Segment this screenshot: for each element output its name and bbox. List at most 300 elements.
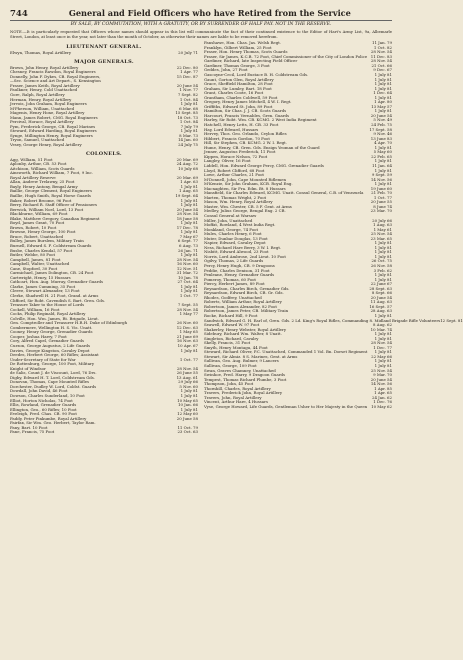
officer-name: Boyd, James Grant, 70 Foot [10,220,65,226]
retirement-date: 10 July 68 [178,165,198,171]
officer-name: Agg, William, 51 Foot [10,156,53,162]
officer-name: Pym, Frederick George, CB. Royal Marines [10,123,96,129]
officer-name: Donnelly, John F. Dykes, CB. Royal Engineers, [10,73,101,79]
retirement-date: 1 July 81 [374,331,392,337]
retirement-date: 27 Oct. 64 [177,279,198,285]
section-heading-major-generals: MAJOR GENERALS. [74,58,134,65]
officer-name: Dorchester, Dudley W. Lord, Coldst. Guards [10,383,97,389]
retirement-date: 26 Jan. 71 [178,247,198,253]
retirement-date: 20 June 54 [370,112,392,118]
retirement-date: 6 Mar. 68 [179,105,198,111]
officer-name: M'Kenzie, Sir John Graham, KCB. Royal Eng. [204,181,293,187]
officer-name: Faulkner, Henry, Cold Unattached [10,87,78,93]
retirement-date: 24 Feb. 75 [371,122,392,128]
officer-name: Clerke, Shadwell H. 21 Foot, Grand. at Arms [10,292,99,298]
officer-name: Singleton, Richard, Cavalry [204,335,259,341]
page [10,8,463,435]
officer-name: Blake, Matthew Gregory, Canadian Regiment [10,215,100,221]
retirement-date: 28 Nov. 54 [370,58,392,64]
officer-name: Chesney, Francis Rawdon, Royal Engineers [10,69,96,75]
retirement-date: 20 July 71 [178,50,198,56]
retirement-date: 1 Dec. 64 [373,90,392,96]
retirement-date: 12 Nov. 51 [176,265,198,271]
officer-name: Mansfield, Sir Charles Edward, KCMG. Unatt. Consul General, C.B. of Venezuela [204,190,364,196]
retirement-date: 13 May 57 [371,103,392,109]
officer-name: Berry, Richard R. Staff Officer of Pensioners [10,202,98,208]
retirement-date: 7 July 79 [180,123,198,129]
retirement-date: 16 Nov. 60 [176,261,198,267]
officer-name: Colville, Hon. Wm. James, Rt. Brigade, Lieut. [10,315,99,321]
officer-name: Busbe, Charles Kendal, 57 Foot [10,247,73,253]
retirement-date: 1 May 61 [373,226,392,232]
officer-name: Cory, Alfred Capel, Grenadier Guards [10,338,85,344]
officer-name: Mann, James Robert, CMG. Royal Engineers [10,114,98,120]
retirement-date: 20 June 55 [370,199,392,205]
retirement-date: 5 May 60 [373,149,392,155]
retirement-date: 1 Nov. 77 [179,87,198,93]
retirement-date: 11 Aug. 63 [370,299,392,305]
retirement-date: 1 July 81 [180,197,198,203]
retirement-date: 1 July 81 [180,288,198,294]
retirement-date: 6 Sept. 77 [177,238,198,244]
officer-name: Master, Wm. Chester, CB. 5 F. Gent. at Arms [204,203,292,209]
retirement-date: 23 Mar. 70 [370,208,392,214]
columns [10,40,463,435]
officer-name: Rhodes, Godfrey, Unattached [204,294,262,300]
retirement-date: 16 Sept. 57 [369,303,392,309]
retirement-date: 7 May 67 [179,233,198,239]
retirement-date: 14 Nov. 56 [370,176,392,182]
retirement-date: 28 Nov. 54 [370,49,392,55]
officer-name: Digby, Edward H. T. Lord, Coldstream Gds. [10,374,96,380]
retirement-date: 1 July 81 [374,240,392,246]
officer-name: Faddy, Peter Pinkumbe, Royal Artillery [10,415,87,421]
officer-name: Davies, George Kingston, Cavalry Depot [10,347,90,353]
retirement-date: 9 Nov. 46 [373,131,392,137]
officer-name: Burnell, Edward S. F. Coldstream Guards [10,242,92,248]
officer-name: Travers, John, Royal Artillery [204,394,262,400]
retirement-date: 1 July 81 [374,158,392,164]
retirement-date: 28 Nov. 54 [370,340,392,346]
officer-name: Campbell, James, 81 Foot [10,256,61,262]
editor-note: NOTE.—It is particularly requested that Officers whose names should appear in this list will communicate the fact of their continued existence to the Editor of Hart's Army List, 9a, Albemarle Street, London, at least once in the year, not later than the month of October, as otherwise their names are liable to be removed herefrom. [10,29,392,39]
officer-name: Aplonby, Arthur, CB. 53 Foot [10,161,67,167]
retirement-date: 10 Jan. 66 [178,402,198,408]
officer-name: Reynardson, Edward Birch, CB. Gr. Gds. [204,290,284,296]
officer-name: Skelly, Francis, 31 Foot [204,340,251,346]
officer-name: Seawell, Edward W. 97 Foot [204,322,260,328]
retirement-date: 11 Dec. 83 [370,53,392,59]
officer-name: Miller, John, Unattached [204,217,253,223]
retirement-date: 1 Apr. 65 [374,390,392,396]
retirement-date: 1 July 81 [374,335,392,341]
officer-name: Sidebury, Richard Wm. Walter, 8 Unatt. [204,331,282,337]
retirement-date: 3 Feb. 62 [373,267,392,273]
retirement-date: 21 June 69 [176,333,198,339]
officer-name: Hay, Lord Edward, Hussars [204,126,259,132]
officer-name: Fanshawe, Hon. Chas. Jas. Welsh Regt. [204,40,282,46]
officer-name: Stewart, Sir Almiz. 8 S. Marines, Gent. at Arms [204,353,298,359]
retirement-date: 13 Aug. 61 [176,374,198,380]
officer-name: Butler, Webbe, 80 Foot [10,252,56,258]
colonels-list [10,158,198,435]
officer-name: Cooney, Henry George, Grenadier Guards [10,329,93,335]
retirement-date: 1 Apr. 77 [180,69,198,75]
retirement-date: 23 Mar. 65 [370,235,392,241]
retirement-date: 20 Mar. 69 [176,174,198,180]
retirement-date: 4 Apr. 70 [374,140,392,146]
officer-name: Lowe, Arthur Charles, 21 Foot [204,172,264,178]
officer-name: Dowdall, John David, 46 Foot [10,388,68,394]
page-number: 744 [10,9,28,19]
retirement-date: 17 Dec. 78 [176,224,198,230]
retirement-date: 22 May 66 [371,353,392,359]
officer-name: Curzon, George Augustus, 2 Life Guards [10,343,91,348]
officer-name: Clarke, James Cumming, 35 Foot [10,283,76,289]
retirement-date: 1 July 81 [374,253,392,259]
retirement-date: 10 Apr. 67 [177,343,198,348]
retirement-date: 24 Aug. 72 [176,161,198,167]
retirement-date: 29 July 66 [178,379,198,385]
officer-name: Lloyd, Robert Clifford, 68 Foot [204,167,265,173]
retirement-date: 24 Jan. 62 [372,394,392,400]
retirement-date: 1 July 81 [374,167,392,173]
retirement-date: 1 Oct. 77 [179,292,198,298]
officer-name: Monkland, George, 74 Foot [204,226,259,232]
retirement-date: 1 Aug. 63 [373,222,392,228]
officer-name: Mules, Charles Henry, 6 Foot [204,231,262,237]
retirement-date: 1 Oct. 77 [373,194,392,200]
retirement-date: 7 Sept. 82 [177,92,198,98]
retirement-date: 12 May 60 [177,411,198,417]
officer-name: Cathcart, Hon. Aug. Murray, Grenadier Guards [10,279,103,285]
officer-name: Gascoyne-Cecil, Lord Eustace B. H. Coldstream Gds. [204,72,309,78]
officer-name: De Rottenburg, George, 100 Foot, Military [10,361,95,367]
retirement-date: 1 Apr. 63 [180,179,198,185]
section-heading-lieut-general: LIEUTENANT GENERAL. [66,44,142,51]
retirement-date: 20 June 54 [176,206,198,212]
officer-name: Sandwich, Edward G. H. Earl of, Gren. Gds. 2 Ld. King's Royal Rifles, Commanding 8. Midland Brigade Rifle Volunteers [204,317,441,323]
officer-name: Rocke, Richard Hill, 9 Foot [204,313,258,318]
officer-name: Medley, Julius George, Bengal Eng. 2 CB. [204,208,286,214]
retirement-date: 1 July 81 [374,349,392,355]
list-item [10,143,198,148]
colonels-continued-list [204,40,463,409]
retirement-date: 1 July 81 [374,72,392,78]
retirement-date: 26 Nov. 58 [370,262,392,268]
retirement-date: 26 Oct. 75 [371,258,392,264]
retirement-date: 1 Apr. 85 [374,385,392,391]
retirement-date: 18 Oct. 73 [177,114,198,120]
retirement-date: 12 Sept. 81 [440,317,463,323]
officer-name: Royal Artillery Reserve [10,174,56,180]
retirement-date: 1 July 81 [180,388,198,394]
retirement-date: 6 Aug. 73 [179,242,198,248]
retirement-date: 19 June 60 [370,185,392,191]
officer-name: Cockell, William, 16 Foot [10,306,60,312]
officer-name: Pomeroy, Thomas, 60 Foot [204,276,256,282]
officer-name: Tempest, Thomas Richard Plumbe, 3 Foot [204,376,287,382]
retirement-date: 10 May 65 [177,397,198,403]
officer-name: Steward, Edward Harding, Royal Engineers [10,128,97,134]
retirement-date: 15 Dec. 87 [176,73,198,79]
officer-name: Browne, Henry George, 100 Foot [10,229,76,235]
officer-name: Campbell, Walter, Unattached [10,261,70,267]
officer-name: Nisbitt, Edward Alwood, 23 Foot [204,249,269,255]
retirement-date: 10 Jan. 78 [178,274,198,280]
officer-name: Synge, Millington Henry, Royal Engineers [10,132,93,138]
retirement-date: 11 Jan. 64 [372,162,392,168]
officer-name: Roberts, William Arthur, Royal Artillery [204,299,282,305]
officer-name: Langley, Oliver, 16 Foot [204,158,251,164]
officer-name: Knight of Windsor [10,365,46,371]
retirement-date: 1 July 81 [374,244,392,250]
officer-name: Gore, Ralph, Royal Artillery [10,92,65,98]
officer-name: Fairfax, Sir Wm. Geo. Herbert, Taylor Ram. [10,420,96,426]
page-header [10,8,392,21]
officer-name: Bayly, Henry Antony, Bengal Army [10,183,78,189]
officer-name: Robertson, James Alexander, 82 Foot [204,303,277,309]
retirement-date: 10 Mar. 74 [370,326,392,332]
retirement-date: 1 July 81 [374,358,392,364]
retirement-date: 26 Nov. 60 [176,320,198,326]
officer-name: Eveleigh, Fred. Chas. CB. 90 Foot [10,411,77,417]
officer-name: Ellington, Geo., 60 Rifles; 10 Foot [10,406,77,412]
officer-name: Swan, Graves Chamney, Unattached [204,367,276,373]
officer-name: Percy, Henry Hugh, CB. 9 Dragoons [204,262,275,268]
officer-name: M'Pherson, William, Unattached [10,105,75,111]
officer-name: Macnaghten, Sir Fra. Edm. Bt. 8 Hussars [204,185,286,191]
retirement-date: 1 July 81 [374,313,392,318]
retirement-date: 28 Nov. 54 [176,211,198,217]
retirement-date: 11 Oct. 79 [177,424,198,430]
officer-name: Deedes, Herbert George, 60 Rifles; Assistant [10,352,99,358]
officer-name: Moffat, Rowland, 4 West India Regt. [204,222,276,228]
officer-name: Travers, Frederick John, Royal Artillery [204,390,283,396]
officer-name: Dowson, Charles Sunderland, 10 Foot [10,393,85,399]
officer-name: Muter, Dunbar Douglas, 13 Foot [204,235,268,241]
retirement-date: 14 Nov. 56 [370,381,392,387]
retirement-date: 1 July 81 [180,220,198,226]
retirement-date: 1 July 81 [374,181,392,187]
officer-name: Kippen, Horace Nelson, 72 Foot [204,153,268,159]
retirement-date: 14 Jan. 60 [178,137,198,143]
retirement-date: 7 Sept. 55 [177,302,198,308]
officer-name: Cocks, Philip Reginald, Royal Artillery [10,311,86,317]
officer-name: Fane, Francis, 75 Foot [10,429,55,435]
retirement-date: 1 Oct. 84 [179,96,198,102]
officer-name: Vesey, George Henry, Royal Artillery [10,142,82,148]
officer-name: Baillie, George Clement, Royal Engineers [10,188,92,194]
officer-name: Berwick, William Noel, Lord, 13 Foot [10,206,84,212]
retirement-date: 1 Apr. 80 [374,99,392,105]
retirement-date: 1 May 77 [179,311,198,317]
officer-name: Gregory, Henry James Mitchell, 4 W. I. Regt. [204,99,292,105]
retirement-date: 9 Mar. 70 [373,372,392,378]
officer-name: Smyth, Henry Montagu, 44 Foot [204,344,268,350]
retirement-date: 19 Sept. 64 [175,192,198,198]
officer-name: Ogilvy, Thomas, 2 Life Guards [204,258,264,264]
officer-name: Herman, Henry, Royal Artillery [10,96,72,102]
retirement-date: 1 July 81 [180,283,198,289]
retirement-date: 1 July 81 [180,406,198,412]
retirement-date: 1 Dec. 76 [373,399,392,405]
officer-name: Marten, Thomas Wright, 2 Foot [204,194,267,200]
officer-name: Magenis, Henry Hone, Royal Artillery [10,110,85,116]
retirement-date: 1 July 81 [374,363,392,369]
retirement-date: 28 Aug. 63 [370,308,392,314]
retirement-date: 25 Nov. 54 [370,367,392,373]
retirement-date: 31 Mar. 72 [176,270,198,276]
retirement-date: 1 July 81 [374,144,392,150]
retirement-date: 28 Nov. 54 [176,256,198,262]
section-heading-colonels: COLONELS. [86,150,122,157]
retirement-date: 1 July 81 [374,81,392,87]
officer-name: Napier, Edward, Cavalry Depot [204,240,266,246]
retirement-date: 28 Nov. 54 [176,306,198,312]
officer-name: Penleane, Henry, Grenadier Guards [204,272,275,278]
retirement-date: 8 Sept. 66 [371,290,392,296]
retirement-date: 1 July 81 [374,249,392,255]
page-title: General and Field Officers who have Retired from the Service [68,8,351,18]
retirement-date: 5 Nov. 49 [373,117,392,123]
page-subtitle: BY SALE, BY COMMUTATION, WITH A GRATUITY, OR BY SURRENDER OF HALF PAY. NOT IN THE RESERVE. [70,22,332,27]
officer-name: Hervey, Thos. Geo. Orlando, Ceylon Rifles [204,131,287,137]
retirement-date: 20 Mar. 69 [176,156,198,162]
right-column [204,40,463,435]
officer-name: Fraser, Sir James, K.C.B. 72 Foot, Chief Commissioner of the City of London Police [204,53,368,59]
retirement-date: 20 June 54 [370,294,392,300]
officer-name: Vyse, George Howard, Life Guards, Gentleman Usher to Her Majesty in the Queen [204,403,368,409]
officer-name: Consul General at Warsaw [204,212,257,218]
retirement-date: 28 Nov. 54 [176,365,198,371]
retirement-date: 1 July 81 [180,229,198,235]
officer-name: Allan, Andrew Trelawny, 25 Foot [10,179,75,185]
officer-name: Carmichael, James Dolington, CB. 24 Foot [10,270,94,276]
retirement-date: 21 Oct. 66 [371,62,392,68]
lieut-general-list [10,51,198,56]
retirement-date: 20 June 54 [176,82,198,88]
officer-name: Graham, Sir Lumley, Bart. 18 Foot [204,85,272,91]
officer-name: Fraser, James Keith, Royal Artillery [10,82,80,88]
retirement-date: 1 July 81 [180,252,198,258]
retirement-date: 1 July 81 [374,76,392,82]
retirement-date: 5 Nov. 60 [179,383,198,389]
officer-name: Griffiths, Edward St. John, 89 Foot [204,103,273,109]
retirement-date: 15 Sept. 85 [175,110,198,116]
officer-name: Thornhill, Charles, Royal Artillery [204,385,271,391]
retirement-date: 8 June 74 [373,203,392,209]
officer-name: Grace, Sheffield Hamilton, 28 Foot [204,81,273,87]
list-item [10,430,198,435]
retirement-date: 1 July 81 [180,393,198,399]
retirement-date: 1 July 81 [180,347,198,353]
retirement-date: 22 Dec. 80 [176,64,198,70]
officer-name: Baillie, Hugh Smith, Royal Horse Guards [10,192,91,198]
officer-name: Shakerley, Henry Webster, Royal Artillery [204,326,287,332]
left-column [10,41,198,435]
retirement-date: 23 Oct. 63 [177,429,198,435]
officer-name: Grantham, Charles Coldwell, 59 Foot [204,94,278,100]
retirement-date: 13 June 83 [370,135,392,141]
officer-name: Fraser, Hon. Henry Thomas, Scots Guards [204,49,288,55]
retirement-date: 20 June 54 [370,376,392,382]
officer-name: Peddie, Charles Denison, 31 Foot [204,267,270,273]
officer-name: Mason, Wm. Henry, Royal Artillery [204,199,273,205]
retirement-date: 1 July 81 [374,94,392,100]
officer-name: Aitchison, William, Scots Guards [10,165,75,171]
officer-name: Cane, Stopford, 30 Foot [10,265,58,271]
officer-name: Hill, Sir Stephen, CB. KCMG. 2 W. I. Regt. [204,140,287,146]
officer-name: Vincent, Arthur Hare, 4 Hussars [204,399,268,405]
officer-name: Jenner, Augustus Frederick, 11 Foot [204,149,276,155]
retirement-date: 1 July 81 [180,183,198,189]
officer-name: Ainsworth, Richard William, 7 Foot, 9 Inc. [10,170,93,176]
retirement-date: 16 Nov. 63 [176,338,198,344]
officer-name: Geddes, John, 27 Foot [204,67,248,73]
retirement-date: 1 Oct. 84 [179,119,198,125]
officer-name: Gardiner, Richard, late Inspecting Field Officer [204,58,298,64]
retirement-date: 1 Aug. 65 [179,188,198,194]
officer-name: Ellis, Rowland, Grenadier Guards [10,402,77,408]
officer-name: Elliot, Horton Nicholas, 74 Foot [10,397,73,403]
officer-name: Bulley, James Burslem, Military Train [10,238,84,244]
officer-name: Hibbert, Francis Gordon, 70 Foot [204,135,270,141]
retirement-date: 9 Dec. 67 [373,67,392,73]
retirement-date: 22 Feb. 65 [371,153,392,159]
retirement-date: 1 May 65 [179,329,198,335]
retirement-date: 1 July 81 [180,128,198,134]
retirement-date: 1 July 81 [374,272,392,278]
officer-name: M'Donnell, John, Cape Mounted Riflemen [204,176,287,182]
officer-name: Under-Secretary of State for War [10,356,76,362]
retirement-date: 1 July 81 [180,101,198,107]
officer-name: Clifford, Sir Robt. Cavendish S. Bart. Gren. Gds. [10,297,106,303]
officer-name: Bruce, Robert, Unattached [10,233,64,239]
major-generals-list [10,66,198,148]
officer-name: Liddell, Hon. Edward George Percy, CMG. Grenadier Guards [204,162,324,168]
officer-name: Sullivan, George, 109 Foot [204,363,257,369]
officer-name: Sullivan, Geo. Aug. Bulmer, 9 Lancers [204,358,279,364]
officer-name: Jervois, John Graham, Royal Engineers [10,101,87,107]
retirement-date: 28 Sept. 63 [369,285,392,291]
officer-name: Tryon, Samuel, Unattached [10,137,65,143]
officer-name: Ness, Richard Hare Berry, 3 W. I. Regt. [204,244,282,250]
retirement-date: 11 Jan. 79 [372,40,392,46]
officer-name: Brown, Robert, 10 Foot [10,224,57,230]
officer-name: Fany, Bart. 10 Foot [10,424,48,430]
retirement-date: 22 June 67 [370,281,392,287]
officer-name: Thompson, John, 45 Foot [204,381,254,387]
list-item [10,51,198,56]
retirement-date: 8 Mar. 73 [179,132,198,138]
officer-name: Combermere, Wellington H. S. Vis. Unatt. [10,324,93,330]
officer-name: Norris, Lord Ambrose, 2nd Lieut. 10 Foot [204,253,286,259]
retirement-date: 17 Sept. 58 [369,126,392,132]
officer-name: de Salis, Count J. de Viscount, Lord, 76 Drs. [10,370,97,376]
retirement-date: 8 Aug. 62 [373,322,392,328]
retirement-date: 24 July 75 [178,142,198,148]
officer-name: Elwyn, Thomas, Royal Artillery [10,50,72,56]
officer-name: Hatchell, Henry Letts, H. CB. 33 Foot [204,122,279,128]
officer-name: Steward, Richard Oliver, P.C. Unattached, Commanded 1 Vol. Bn. Dorset Regiment [204,349,368,355]
retirement-date: 1 July 81 [374,108,392,114]
officer-name: Brown, John Henry, Royal Artillery [10,64,79,70]
officer-name: Swinhoe, Fred. Harry, 9 Dragoon Guards [204,372,285,378]
list-item [204,405,392,410]
retirement-date: 12 Dec. 63 [176,324,198,330]
officer-name: Cleeve, Stewart Alexander, 13 Foot [10,288,80,294]
